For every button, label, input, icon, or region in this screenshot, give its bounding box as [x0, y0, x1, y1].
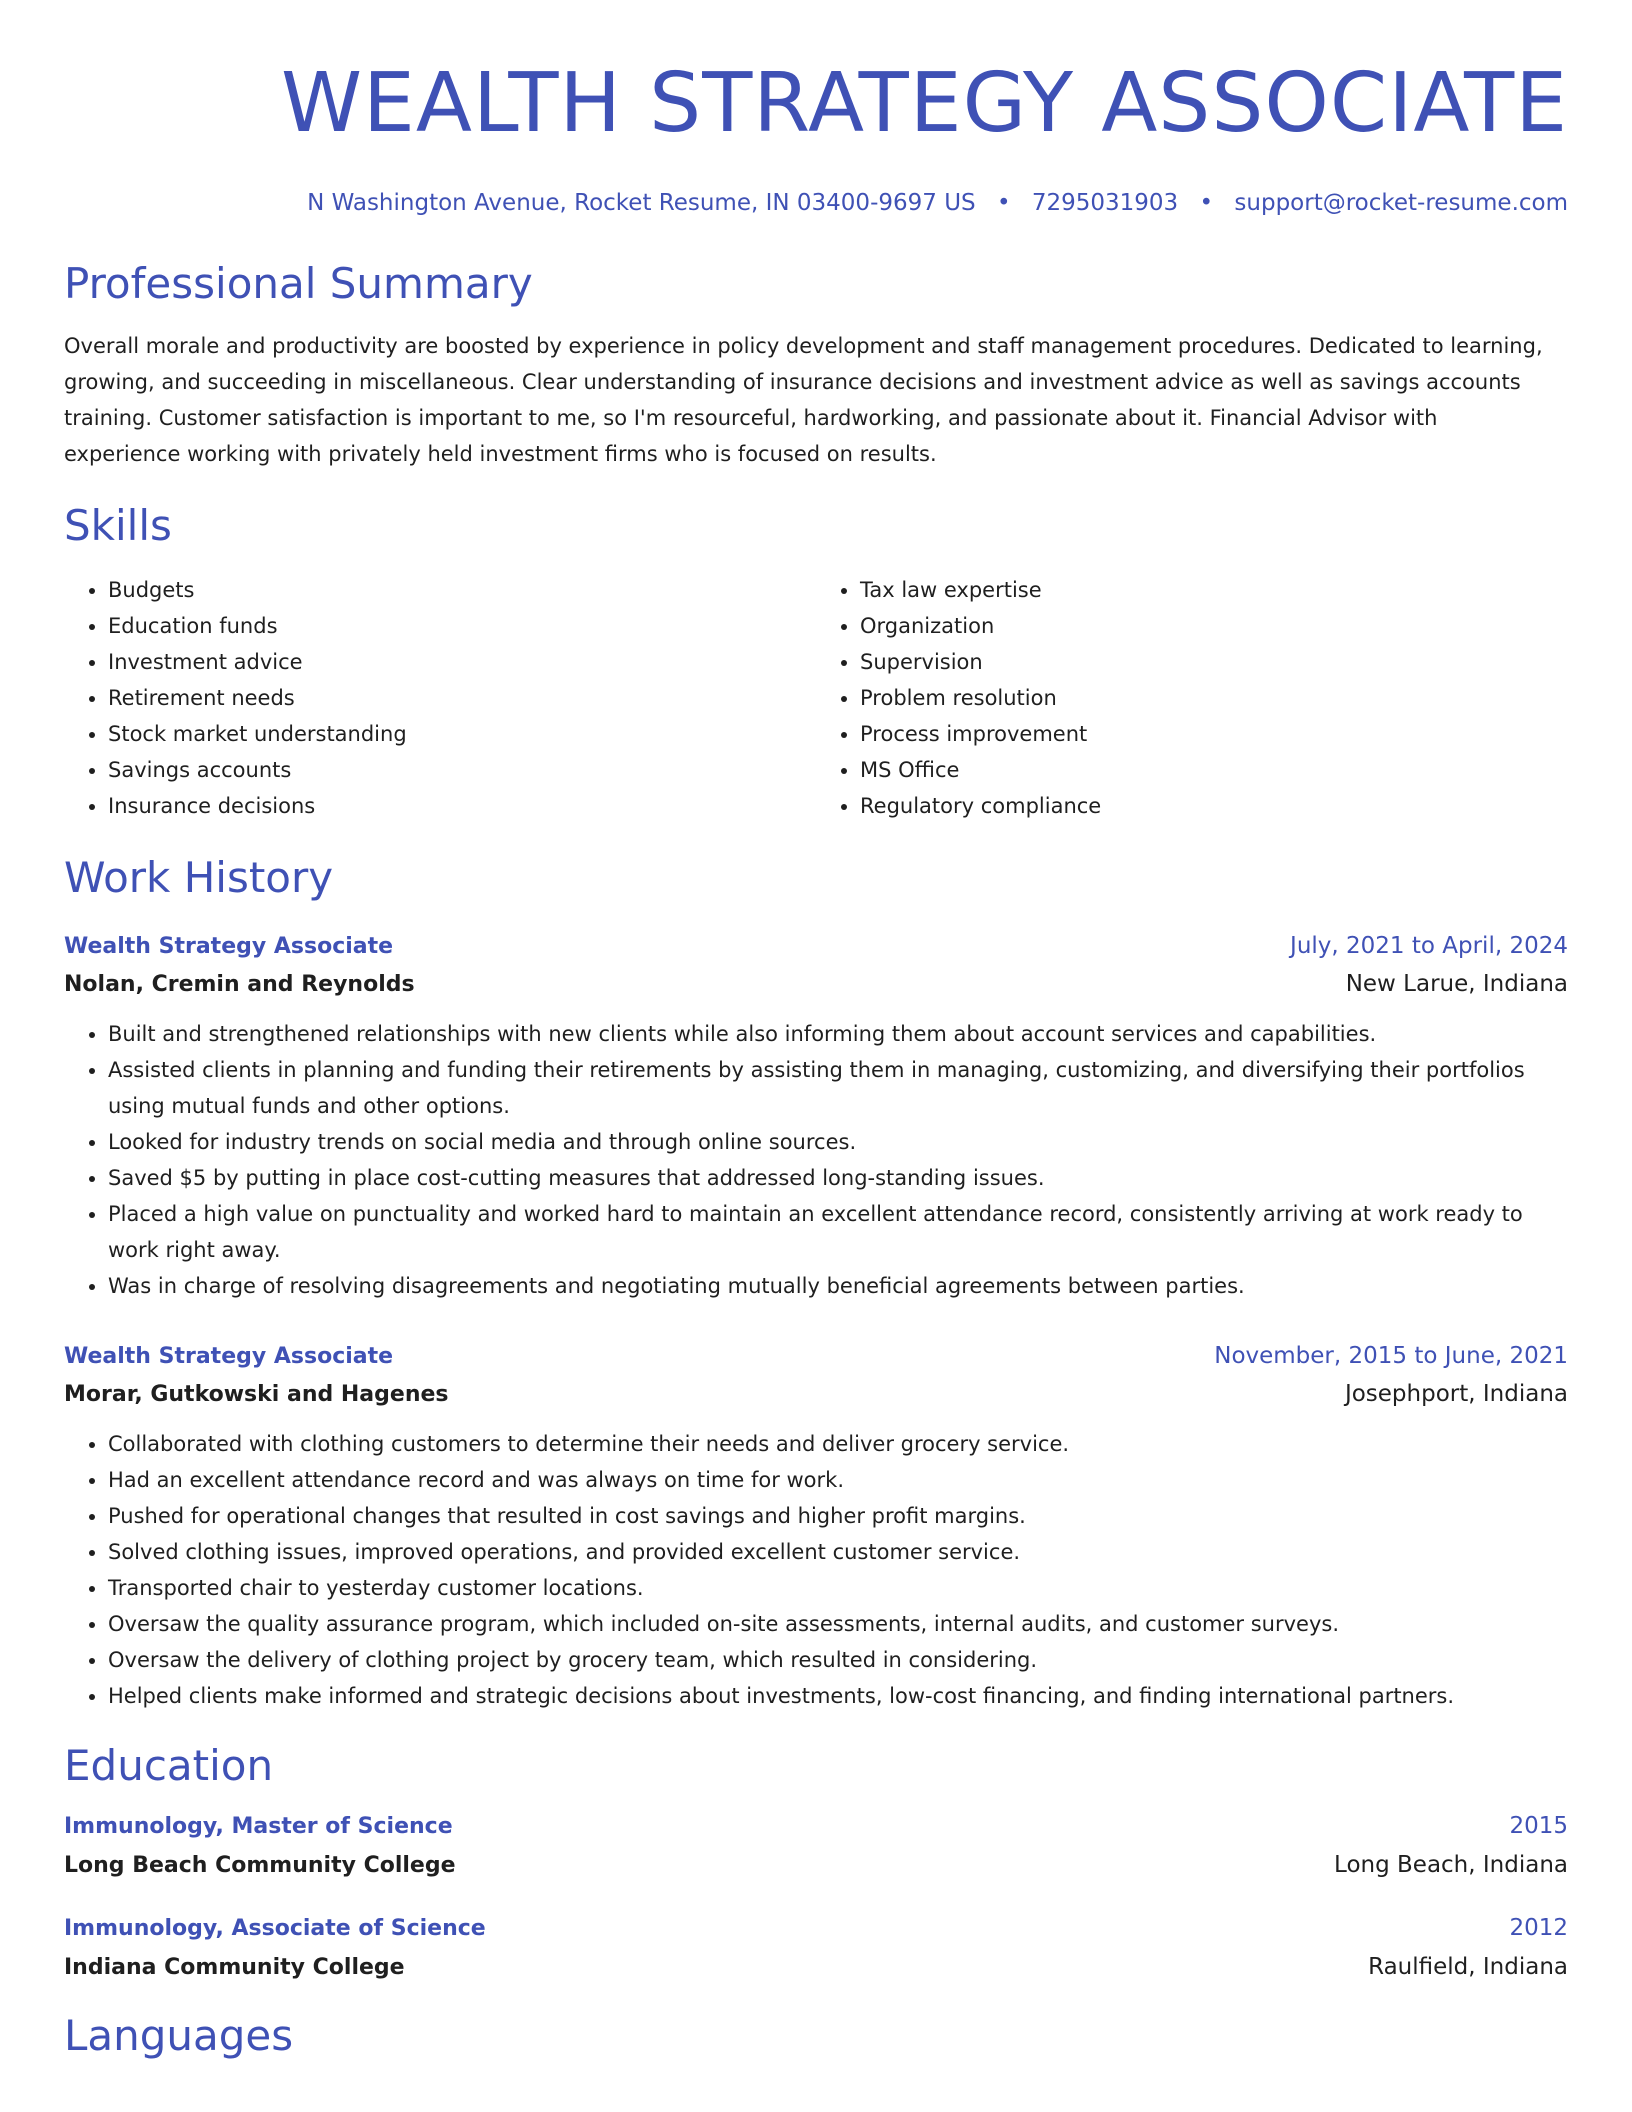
job-company: Nolan, Cremin and Reynolds	[64, 972, 415, 997]
job-title: Wealth Strategy Associate	[64, 934, 394, 959]
education-location: Raulfield, Indiana	[1368, 1954, 1568, 1980]
job-company-row	[64, 965, 1568, 1004]
skills-section	[64, 500, 1568, 824]
skill-item: • Retirement needs	[108, 680, 816, 716]
job-header-row	[64, 1338, 1568, 1375]
contact-line	[64, 188, 1568, 218]
skills-list-left	[64, 572, 816, 824]
education-degree: Immunology, Master of Science	[64, 1814, 453, 1839]
skill-item: • Budgets	[108, 572, 816, 608]
job-bullet: • Pushed for operational changes that resulted in cost savings and higher profit margins.	[108, 1498, 1568, 1534]
skills-list-right	[816, 572, 1568, 824]
skill-item: • Process improvement	[860, 716, 1568, 752]
job-bullet: • Saved $5 by putting in place cost-cutting measures that addressed long-standing issues.	[108, 1160, 1568, 1196]
languages-section	[64, 2010, 1568, 2062]
job-bullet: • Transported chair to yesterday customer locations.	[108, 1570, 1568, 1606]
skill-item: • Education funds	[108, 608, 816, 644]
skill-item: • Regulatory compliance	[860, 788, 1568, 824]
skill-item: • Organization	[860, 608, 1568, 644]
skill-item: • Savings accounts	[108, 752, 816, 788]
contact-separator: •	[996, 190, 1011, 216]
skill-item: • Supervision	[860, 644, 1568, 680]
education-school: Long Beach Community College	[64, 1853, 456, 1878]
skill-item: • Stock market understanding	[108, 716, 816, 752]
education-degree-row	[64, 1910, 1568, 1947]
job-company: Morar, Gutkowski and Hagenes	[64, 1382, 449, 1407]
job-location: Josephport, Indiana	[1344, 1381, 1568, 1407]
job-bullet: • Was in charge of resolving disagreements and negotiating mutually beneficial agreements between parties.	[108, 1268, 1568, 1304]
job-location: New Larue, Indiana	[1345, 971, 1568, 997]
education-degree-row	[64, 1808, 1568, 1845]
job-bullet: • Built and strengthened relationships with new clients while also informing them about account services and capabilities.	[108, 1016, 1568, 1052]
job-dates: July, 2021 to April, 2024	[1290, 933, 1568, 959]
languages-title: Languages	[64, 2011, 294, 2060]
job-bullet: • Placed a high value on punctuality and worked hard to maintain an excellent attendance record, consistently arriving at work ready to work right away.	[108, 1196, 1568, 1268]
resume-name: WEALTH STRATEGY ASSOCIATE	[280, 56, 1568, 151]
contact-separator: •	[1199, 190, 1214, 216]
job-bullet: • Collaborated with clothing customers to determine their needs and deliver grocery service.	[108, 1426, 1568, 1462]
contact-email[interactable]: support@rocket-resume.com	[1234, 190, 1568, 216]
skills-title: Skills	[64, 501, 172, 550]
summary-section	[64, 258, 1568, 472]
skills-columns	[64, 572, 1568, 824]
resume-header	[64, 0, 1568, 218]
summary-title: Professional Summary	[64, 259, 533, 308]
education-year: 2015	[1509, 1813, 1568, 1839]
job-bullets	[64, 1426, 1568, 1714]
education-school-row	[64, 1947, 1568, 1988]
contact-address: N Washington Avenue, Rocket Resume, IN 03400-9697 US	[307, 190, 976, 216]
job-entry	[64, 928, 1568, 1304]
education-entry	[64, 1808, 1568, 1886]
education-year: 2012	[1509, 1915, 1568, 1941]
job-bullet: • Solved clothing issues, improved operations, and provided excellent customer service.	[108, 1534, 1568, 1570]
education-school-row	[64, 1845, 1568, 1886]
job-bullet: • Looked for industry trends on social media and through online sources.	[108, 1124, 1568, 1160]
education-school: Indiana Community College	[64, 1955, 405, 1980]
work-history-title: Work History	[64, 853, 334, 902]
job-dates: November, 2015 to June, 2021	[1214, 1343, 1568, 1369]
education-degree: Immunology, Associate of Science	[64, 1916, 486, 1941]
job-entry	[64, 1338, 1568, 1714]
work-history-section	[64, 852, 1568, 1714]
job-bullet: • Oversaw the quality assurance program, which included on-site assessments, internal audits, and customer surveys.	[108, 1606, 1568, 1642]
education-location: Long Beach, Indiana	[1334, 1852, 1568, 1878]
summary-text: Overall morale and productivity are boosted by experience in policy development and staff management procedures. Dedicated to learning, growing, and succeeding in miscellaneous. Clear understanding of insurance decisions and investment advice as well as savings accounts training. Customer satisfaction is important to me, so I'm resourceful, hardworking, and passionate about it. Financial Advisor with experience working with privately held investment firms who is focused on results.	[64, 334, 1543, 466]
job-bullet: • Helped clients make informed and strategic decisions about investments, low-cost financing, and finding international partners.	[108, 1678, 1568, 1714]
job-bullet: • Assisted clients in planning and funding their retirements by assisting them in managing, customizing, and diversifying their portfolios using mutual funds and other options.	[108, 1052, 1568, 1124]
job-bullet: • Oversaw the delivery of clothing project by grocery team, which resulted in considering.	[108, 1642, 1568, 1678]
skill-item: • Investment advice	[108, 644, 816, 680]
education-title: Education	[64, 1741, 274, 1790]
job-header-row	[64, 928, 1568, 965]
job-company-row	[64, 1375, 1568, 1414]
skill-item: • MS Office	[860, 752, 1568, 788]
job-title: Wealth Strategy Associate	[64, 1344, 394, 1369]
skill-item: • Tax law expertise	[860, 572, 1568, 608]
contact-phone: 7295031903	[1031, 190, 1179, 216]
education-entry	[64, 1910, 1568, 1988]
skill-item: • Problem resolution	[860, 680, 1568, 716]
education-section	[64, 1740, 1568, 1988]
job-bullets	[64, 1016, 1568, 1304]
job-bullet: • Had an excellent attendance record and was always on time for work.	[108, 1462, 1568, 1498]
skill-item: • Insurance decisions	[108, 788, 816, 824]
